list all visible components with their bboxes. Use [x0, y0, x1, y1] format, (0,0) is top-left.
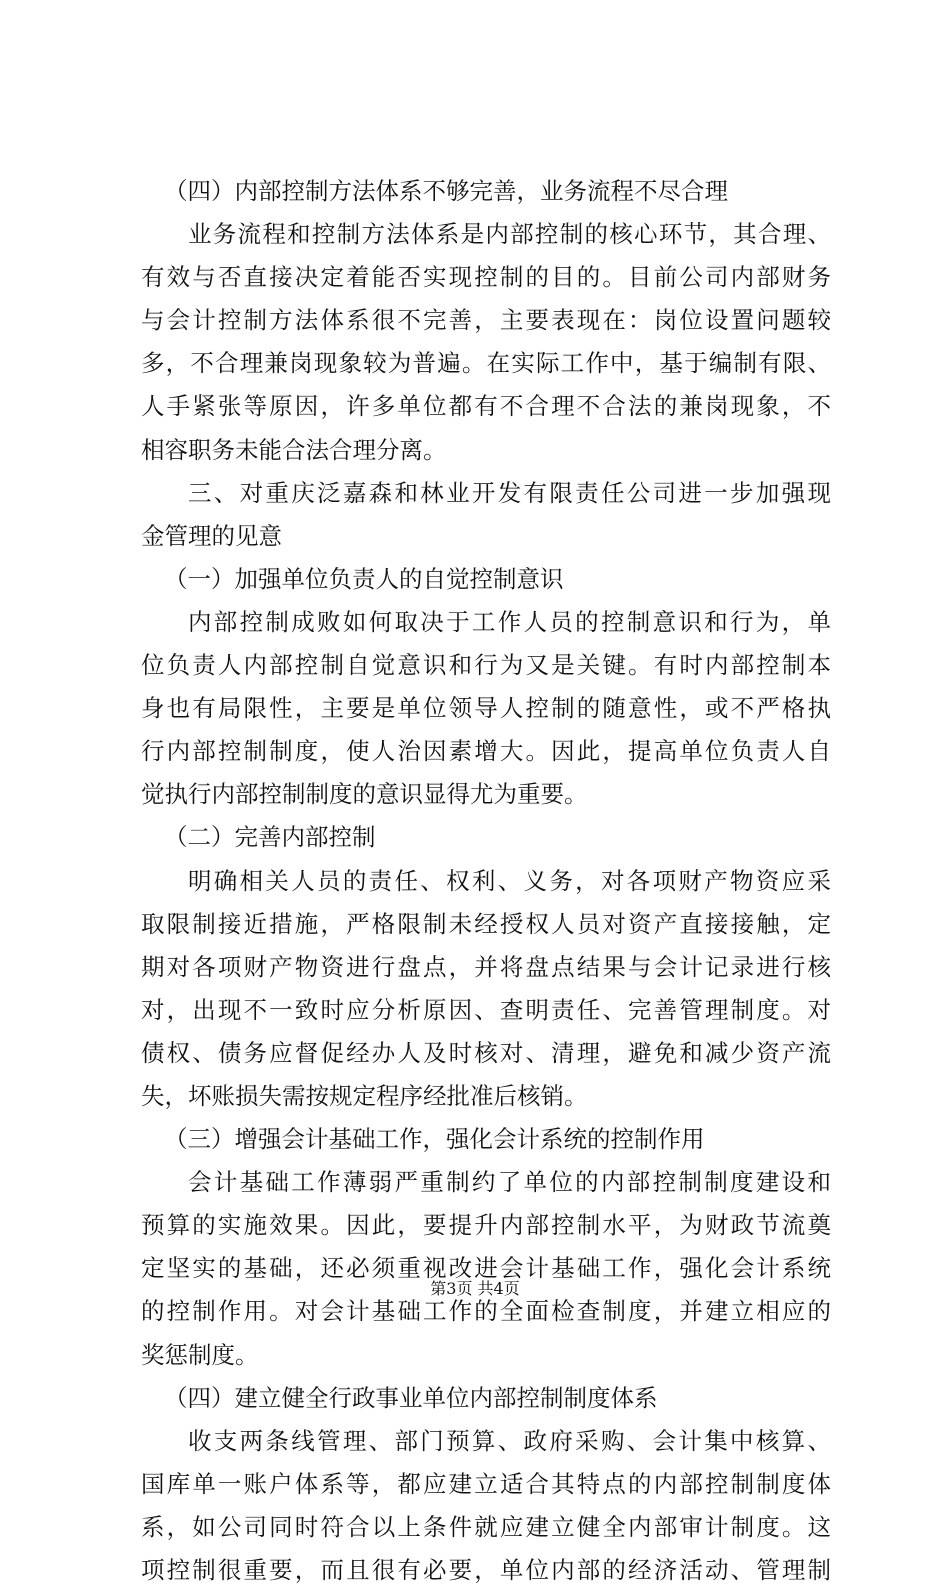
- paragraph-line: 期对各项财产物资进行盘点，并将盘点结果与会计记录进行核: [141, 952, 831, 981]
- subsection-heading: （三）增强会计基础工作，强化会计系统的控制作用: [164, 1125, 705, 1154]
- paragraph-line: 觉执行内部控制制度的意识显得尤为重要。: [141, 780, 588, 809]
- paragraph-line: 债权、债务应督促经办人及时核对、清理，避免和减少资产流: [141, 1038, 831, 1067]
- paragraph-line: 位负责人内部控制自觉意识和行为又是关键。有时内部控制本: [141, 651, 831, 680]
- paragraph-line: 相容职务未能合法合理分离。: [141, 435, 447, 464]
- paragraph-line: 收支两条线管理、部门预算、政府采购、会计集中核算、: [188, 1426, 831, 1455]
- paragraph-line: 定坚实的基础，还必须重视改进会计基础工作，强化会计系统: [141, 1254, 831, 1283]
- page-number-footer: 第3页 共4页: [430, 1279, 520, 1298]
- section-heading: 金管理的见意: [141, 521, 282, 550]
- paragraph-line: 奖惩制度。: [141, 1340, 259, 1369]
- paragraph-line: 国库单一账户体系等，都应建立适合其特点的内部控制制度体: [141, 1469, 831, 1498]
- paragraph-line: 内部控制成败如何取决于工作人员的控制意识和行为，单: [188, 607, 831, 636]
- subsection-heading: （四）建立健全行政事业单位内部控制制度体系: [164, 1383, 658, 1412]
- paragraph-line: 多，不合理兼岗现象较为普遍。在实际工作中，基于编制有限、: [141, 349, 831, 378]
- paragraph-line: 取限制接近措施，严格限制未经授权人员对资产直接接触，定: [141, 909, 831, 938]
- paragraph-line: 对，出现不一致时应分析原因、查明责任、完善管理制度。对: [141, 995, 831, 1024]
- paragraph-line: 与会计控制方法体系很不完善，主要表现在：岗位设置问题较: [141, 306, 831, 335]
- paragraph-line: 的控制作用。对会计基础工作的全面检查制度，并建立相应的: [141, 1297, 831, 1326]
- paragraph-line: 行内部控制制度，使人治因素增大。因此，提高单位负责人自: [141, 737, 831, 766]
- section-heading: （四）内部控制方法体系不够完善，业务流程不尽合理: [164, 177, 728, 205]
- paragraph-line: 失，坏账损失需按规定程序经批准后核销。: [141, 1081, 588, 1110]
- paragraph-line: 业务流程和控制方法体系是内部控制的核心环节，其合理、: [188, 220, 831, 249]
- section-heading: 三、对重庆泛嘉森和林业开发有限责任公司进一步加强现: [188, 478, 831, 507]
- paragraph-line: 人手紧张等原因，许多单位都有不合理不合法的兼岗现象，不: [141, 392, 831, 421]
- paragraph-line: 会计基础工作薄弱严重制约了单位的内部控制制度建设和: [188, 1168, 831, 1197]
- paragraph-line: 明确相关人员的责任、权利、义务，对各项财产物资应采: [188, 866, 831, 895]
- paragraph-line: 预算的实施效果。因此，要提升内部控制水平，为财政节流奠: [141, 1211, 831, 1240]
- paragraph-line: 系，如公司同时符合以上条件就应建立健全内部审计制度。这: [141, 1512, 831, 1541]
- paragraph-line: 有效与否直接决定着能否实现控制的目的。目前公司内部财务: [141, 263, 831, 292]
- paragraph-line: 身也有局限性，主要是单位领导人控制的随意性，或不严格执: [141, 694, 831, 723]
- paragraph-line: 项控制很重要，而且很有必要，单位内部的经济活动、管理制: [141, 1556, 831, 1584]
- subsection-heading: （二）完善内部控制: [164, 823, 376, 852]
- subsection-heading: （一）加强单位负责人的自觉控制意识: [164, 564, 564, 593]
- document-body: [141, 170, 831, 1592]
